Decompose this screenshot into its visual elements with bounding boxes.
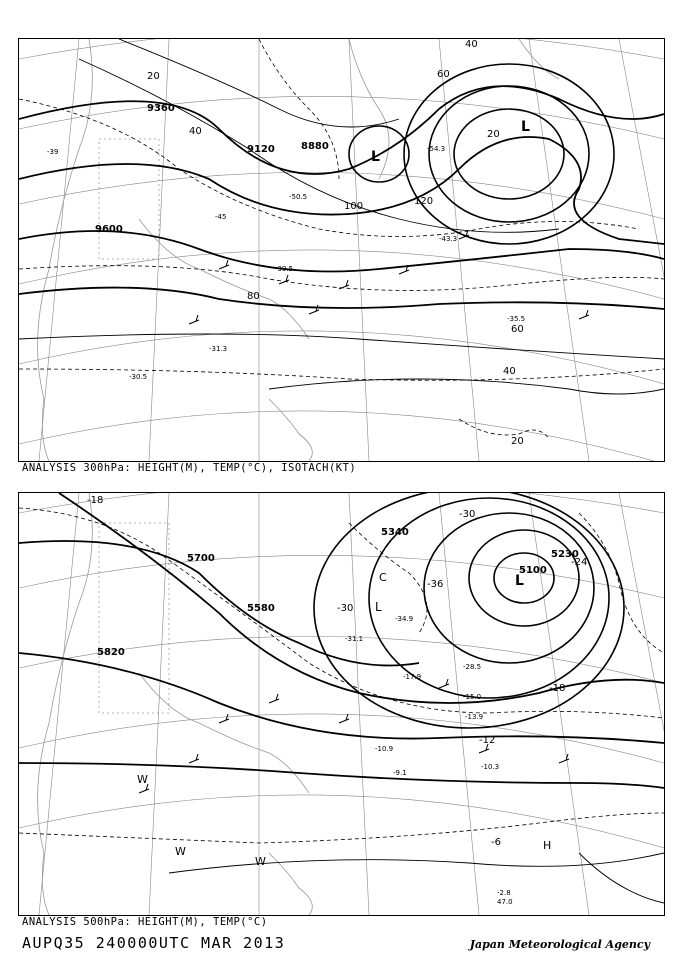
obs-label: -2.8 xyxy=(497,889,511,897)
low-center-marker: L xyxy=(521,119,530,135)
obs-label: -17.9 xyxy=(403,673,422,681)
isotach-label: 20 xyxy=(147,71,160,82)
obs-label: -15.0 xyxy=(463,693,482,701)
low-center-marker: L xyxy=(371,149,380,165)
high-center-marker: H xyxy=(543,839,552,852)
temp-contour-label: -12 xyxy=(479,735,496,746)
height-label-9600: 9600 xyxy=(95,224,123,235)
obs-label: -34.9 xyxy=(395,615,414,623)
temp-label: -50.5 xyxy=(289,193,308,201)
temp-label: -35.5 xyxy=(507,315,526,323)
isotach-label: 20 xyxy=(511,436,524,447)
height-label-9360: 9360 xyxy=(147,103,175,114)
isotach-label: 60 xyxy=(511,324,524,335)
obs-label: -31.1 xyxy=(345,635,364,643)
height-label-5340: 5340 xyxy=(381,527,409,538)
height-label-5580: 5580 xyxy=(247,603,275,614)
isotach-label: 40 xyxy=(189,126,202,137)
isotach-label: 60 xyxy=(437,69,450,80)
obs-label: -10.3 xyxy=(481,763,500,771)
temp-contour-label: -30 xyxy=(337,603,354,614)
temp-contour-label: -18 xyxy=(87,495,104,506)
temp-contour-label: -18 xyxy=(549,683,566,694)
caption-300hpa: ANALYSIS 300hPa: HEIGHT(M), TEMP(°C), ISOTACH(KT) xyxy=(22,462,357,474)
isotach-label: 40 xyxy=(465,39,478,50)
cold-center-marker: C xyxy=(379,571,387,584)
warm-center-marker: W xyxy=(255,855,266,868)
map-500hpa xyxy=(18,492,665,916)
low-center-marker: L xyxy=(375,600,382,614)
temp-contour-label: -24 xyxy=(571,557,588,568)
height-contours xyxy=(19,493,664,788)
height-label-9120: 9120 xyxy=(247,144,275,155)
warm-center-marker: W xyxy=(137,773,148,786)
isotach-label: 20 xyxy=(487,129,500,140)
obs-label: -9.1 xyxy=(393,769,407,777)
caption-500hpa: ANALYSIS 500hPa: HEIGHT(M), TEMP(°C) xyxy=(22,916,268,928)
temp-label: -39 xyxy=(47,148,59,156)
wind-barbs xyxy=(189,230,589,324)
temp-label: -43.3 xyxy=(439,235,458,243)
height-label-5100: 5100 xyxy=(519,565,547,576)
height-label-5230: 5230 xyxy=(551,549,579,560)
agency-name: Japan Meteorological Agency xyxy=(469,938,650,951)
map-300hpa-graphics xyxy=(19,39,664,461)
temp-contour-label: -30 xyxy=(459,509,476,520)
low-center-marker: L xyxy=(515,573,524,589)
low-center-rings xyxy=(349,64,614,244)
isotach-label: 120 xyxy=(414,196,434,207)
temp-label: -31.3 xyxy=(209,345,228,353)
temp-contour-label: -36 xyxy=(427,579,444,590)
isotachs xyxy=(19,39,664,394)
obs-label: 47.0 xyxy=(497,898,513,906)
temp-label: -54.3 xyxy=(427,145,446,153)
temp-label: -30.5 xyxy=(129,373,148,381)
isotach-label: 40 xyxy=(503,366,516,377)
temp-label: -45 xyxy=(215,213,227,221)
temp-label: -39.5 xyxy=(275,265,294,273)
map-500hpa-graphics xyxy=(19,493,664,915)
isotherms xyxy=(19,39,664,439)
isotherm-solid xyxy=(169,853,664,903)
obs-label: -13.9 xyxy=(465,713,484,721)
temp-contour-label: -6 xyxy=(491,837,501,848)
height-label-5820: 5820 xyxy=(97,647,125,658)
isotach-label: 80 xyxy=(247,291,260,302)
isotach-label: 100 xyxy=(344,201,364,212)
warm-center-marker: W xyxy=(175,845,186,858)
obs-label: -28.5 xyxy=(463,663,482,671)
map-300hpa xyxy=(18,38,665,462)
obs-label: -10.9 xyxy=(375,745,394,753)
chart-code-and-time: AUPQ35 240000UTC MAR 2013 xyxy=(22,934,286,952)
height-label-5700: 5700 xyxy=(187,553,215,564)
height-label-8880: 8880 xyxy=(301,141,329,152)
